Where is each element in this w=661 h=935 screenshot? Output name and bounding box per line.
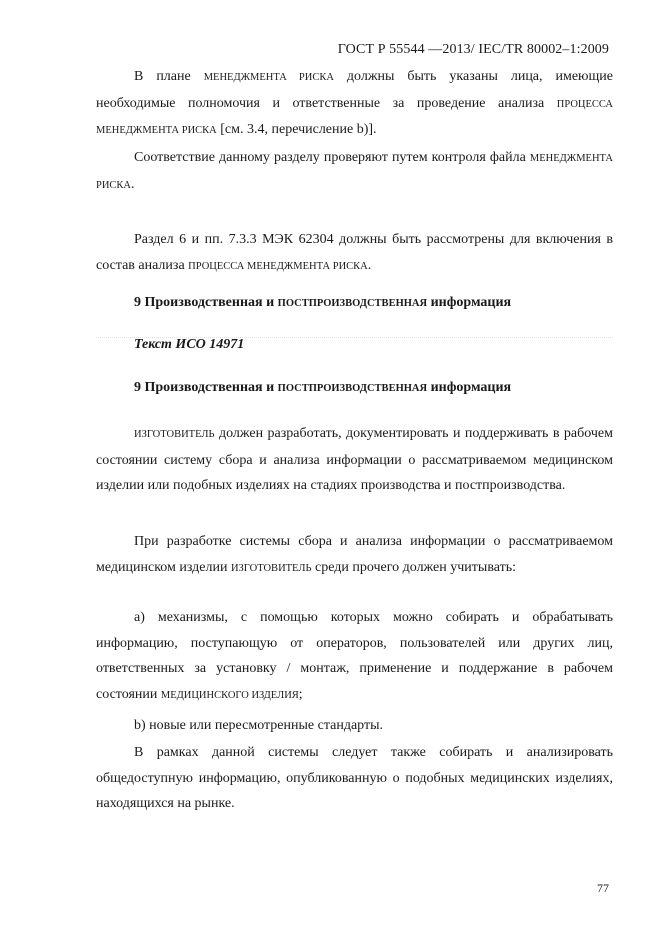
iso-text-label: Текст ИСО 14971	[134, 337, 245, 352]
paragraph-system-design: При разработке системы сбора и анализа информации о рассматриваемом медицинском изделии ИЗГОТОВИТЕЛЬ среди прочего должен учитывать:	[96, 534, 613, 575]
paragraph-manufacturer-system: ИЗГОТОВИТЕЛЬ должен разработать, документировать и поддерживать в рабочем состоянии систему сбора и анализа информации о рассматриваемом медицинском изделии или подобных изделиях на стадиях производства и постпроизводства.	[96, 426, 613, 493]
paragraph-risk-plan: В плане МЕНЕДЖМЕНТА РИСКА должны быть указаны лица, имеющие необходимые полномочия и ответственные за проведение анализа ПРОЦЕССА МЕНЕДЖМЕНТА РИСКА [см. 3.4, перечисление b)].	[96, 69, 614, 137]
paragraph-compliance-check: Соответствие данному разделу проверяют путем контроля файла МЕНЕДЖМЕНТА РИСКА.	[96, 150, 613, 192]
paragraph-iec-62304: Раздел 6 и пп. 7.3.3 МЭК 62304 должны быть рассмотрены для включения в состав анализа ПРОЦЕССА МЕНЕДЖМЕНТА РИСКА.	[96, 232, 613, 273]
running-header: ГОСТ Р 55544 —2013/ IEC/TR 80002–1:2009	[337, 42, 609, 57]
paragraph-public-info: В рамках данной системы следует также собирать и анализировать общедоступную информацию, опубликованную о подобных медицинских изделиях, находящихся на рынке.	[96, 745, 613, 811]
list-item-a: a) механизмы, с помощью которых можно собирать и обрабатывать информацию, поступающую от операторов, пользователей или других лиц, ответственных за установку / монтаж, применение и поддержание в рабочем состоянии МЕДИЦИНСКОГО ИЗДЕЛИЯ;	[96, 610, 613, 702]
section-heading: 9 Производственная и ПОСТПРОИЗВОДСТВЕННАЯ информация	[134, 295, 512, 310]
page-number: 77	[597, 881, 609, 895]
iso-section-heading: 9 Производственная и ПОСТПРОИЗВОДСТВЕННАЯ информация	[134, 380, 512, 395]
list-item-b: b) новые или пересмотренные стандарты.	[134, 718, 384, 733]
